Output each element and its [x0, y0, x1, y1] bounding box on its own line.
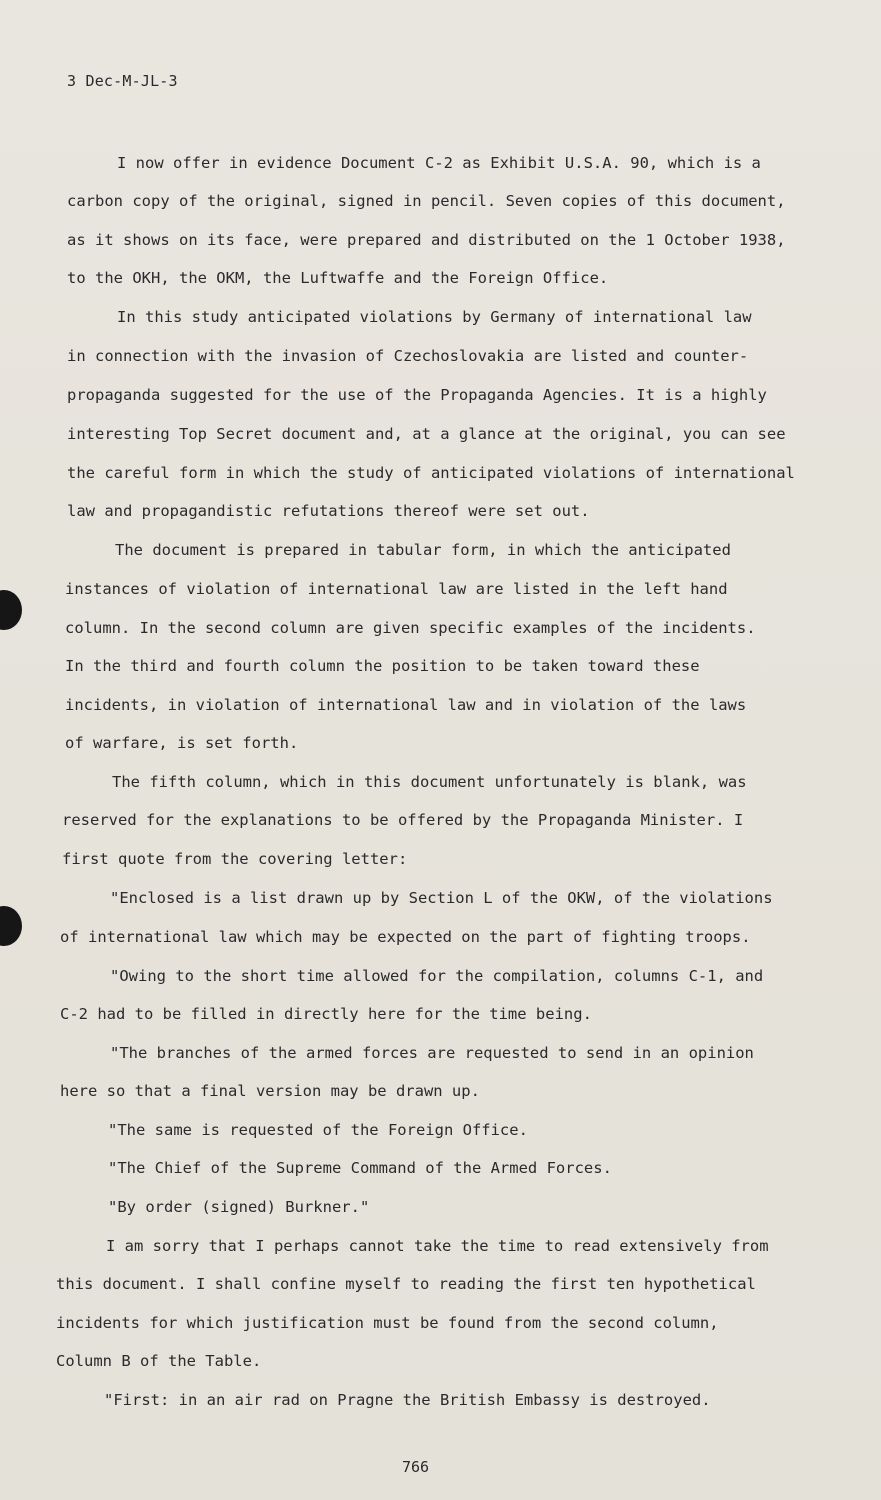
text-line: "Enclosed is a list drawn up by Section L of the OKW, of the violations	[110, 889, 773, 907]
text-line: incidents, in violation of international law and in violation of the laws	[65, 696, 747, 714]
text-line: of international law which may be expected on the part of fighting troops.	[60, 928, 751, 946]
text-line: "Owing to the short time allowed for the compilation, columns C-1, and	[110, 967, 764, 985]
text-line: Column B of the Table.	[56, 1352, 262, 1370]
text-line: In the third and fourth column the position to be taken toward these	[65, 657, 700, 675]
text-line: The document is prepared in tabular form, in which the anticipated	[115, 541, 731, 559]
document-reference: 3 Dec-M-JL-3	[67, 72, 178, 90]
text-line: the careful form in which the study of anticipated violations of international	[67, 464, 795, 482]
text-line: "The branches of the armed forces are requested to send in an opinion	[110, 1044, 754, 1062]
text-line: "By order (signed) Burkner."	[108, 1198, 370, 1216]
text-line: I am sorry that I perhaps cannot take the time to read extensively from	[106, 1237, 769, 1255]
text-line: "The same is requested of the Foreign Office.	[108, 1121, 528, 1139]
text-line: to the OKH, the OKM, the Luftwaffe and the Foreign Office.	[67, 269, 609, 287]
text-line: carbon copy of the original, signed in pencil. Seven copies of this document,	[67, 192, 786, 210]
text-line: The fifth column, which in this document unfortunately is blank, was	[112, 773, 747, 791]
text-line: of warfare, is set forth.	[65, 734, 299, 752]
text-line: "The Chief of the Supreme Command of the Armed Forces.	[108, 1159, 612, 1177]
page-number: 766	[402, 1458, 430, 1476]
punch-hole	[0, 906, 22, 946]
text-line: instances of violation of international law are listed in the left hand	[65, 580, 728, 598]
text-line: "First: in an air rad on Pragne the British Embassy is destroyed.	[104, 1391, 711, 1409]
text-line: interesting Top Secret document and, at a glance at the original, you can see	[67, 425, 786, 443]
text-line: first quote from the covering letter:	[62, 850, 408, 868]
text-line: I now offer in evidence Document C-2 as Exhibit U.S.A. 90, which is a	[117, 154, 761, 172]
text-line: as it shows on its face, were prepared and distributed on the 1 October 1938,	[67, 231, 786, 249]
punch-hole	[0, 590, 22, 630]
text-line: here so that a final version may be drawn up.	[60, 1082, 480, 1100]
text-line: reserved for the explanations to be offered by the Propaganda Minister. I	[62, 811, 744, 829]
text-line: incidents for which justification must be found from the second column,	[56, 1314, 719, 1332]
text-line: in connection with the invasion of Czechoslovakia are listed and counter-	[67, 347, 749, 365]
text-line: law and propagandistic refutations thereof were set out.	[67, 502, 590, 520]
text-line: In this study anticipated violations by Germany of international law	[117, 308, 752, 326]
text-line: column. In the second column are given specific examples of the incidents.	[65, 619, 756, 637]
text-line: C-2 had to be filled in directly here for the time being.	[60, 1005, 592, 1023]
text-line: propaganda suggested for the use of the Propaganda Agencies. It is a highly	[67, 386, 767, 404]
text-line: this document. I shall confine myself to reading the first ten hypothetical	[56, 1275, 756, 1293]
